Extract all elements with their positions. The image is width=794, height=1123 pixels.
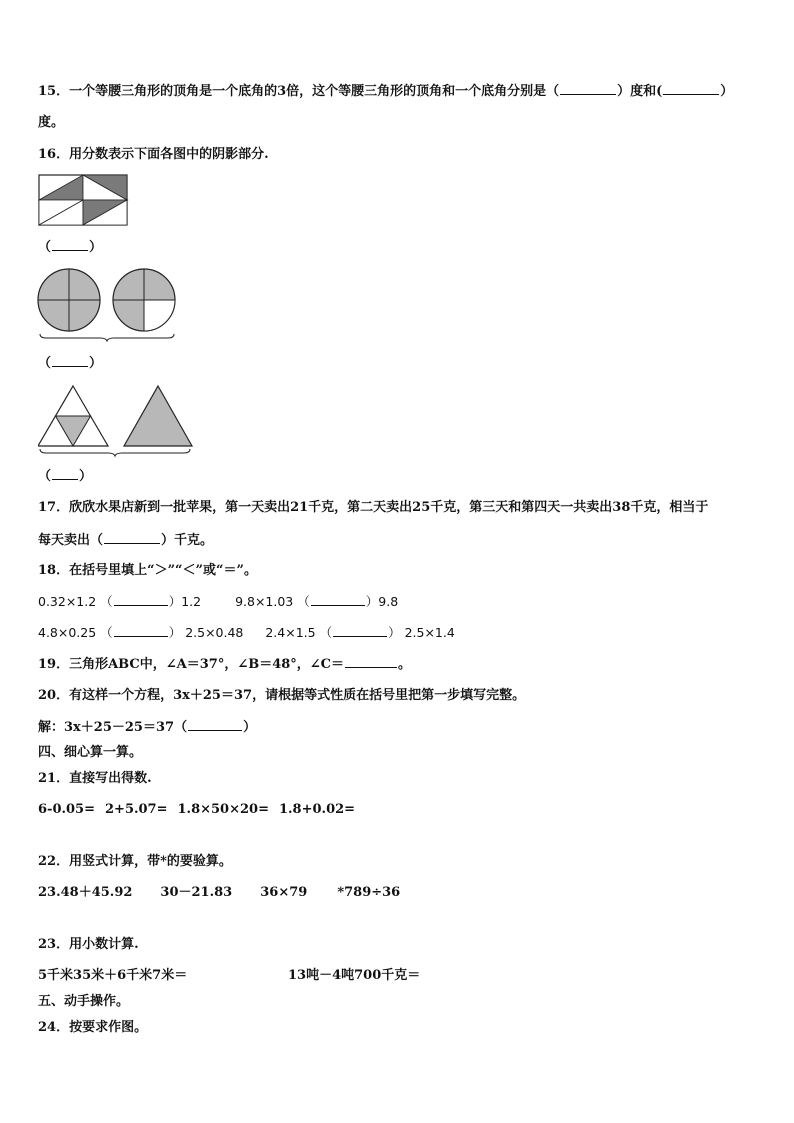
- q15-blank-1[interactable]: [560, 82, 616, 95]
- q16-blank-1[interactable]: [52, 238, 88, 251]
- triangle-subdivided: [38, 386, 108, 446]
- q20-question: 20．有这样一个方程，3x＋25＝37，请根据等式性质在括号里把第一步填写完整。: [38, 688, 526, 703]
- q16-answer-3-open: （: [38, 469, 52, 484]
- q15-blank-2[interactable]: [663, 82, 719, 95]
- q16-figure-circles: [36, 268, 178, 342]
- q22-items: [38, 884, 400, 902]
- q18-item-1-close: ）: [168, 594, 182, 609]
- circle-full-shaded: [38, 269, 100, 331]
- q23-title: 23．用小数计算.: [38, 937, 139, 952]
- q18-blank-1[interactable]: [114, 593, 168, 606]
- q21-title: 21．直接写出得数.: [38, 771, 152, 786]
- q20-solution: [38, 718, 256, 737]
- q17-line1: 17．欣欣水果店新到一批苹果，第一天卖出21千克，第二天卖出25千克，第三天和第四天一共卖出38千克，相当于: [38, 500, 709, 515]
- q20-solution-close: ）: [243, 720, 257, 735]
- q15-line2: 度。: [38, 115, 65, 130]
- q17-text-b: ）千克。: [161, 533, 214, 548]
- q18-item-2-left: 9.8×1.03: [235, 594, 294, 609]
- q16-answer-2-close: ）: [89, 356, 103, 371]
- q18-item-4-open: （: [319, 625, 333, 640]
- q15-text-c: ）: [720, 84, 734, 99]
- q22-item-4: *789÷36: [337, 885, 401, 900]
- q18-blank-2[interactable]: [311, 593, 365, 606]
- q16-answer-3: [38, 467, 92, 486]
- q22-item-2: 30－21.83: [160, 885, 233, 900]
- q18-item-3-close: ）: [168, 625, 182, 640]
- q18-blank-3[interactable]: [114, 624, 168, 637]
- q16-answer-3-close: ）: [79, 469, 93, 484]
- circle-three-quarter-shaded: [113, 269, 175, 331]
- q18-title: 18．在括号里填上“＞”“＜”或“＝”。: [38, 563, 257, 578]
- q17-line2: [38, 531, 213, 550]
- q18-item-2-close: ）: [365, 594, 379, 609]
- q18-item-4-close: ）: [388, 625, 401, 640]
- q23-item-1: 5千米35米＋6千米7米＝: [38, 968, 188, 983]
- q16-blank-2[interactable]: [52, 354, 88, 367]
- q18-item-3-right: 2.5×0.48: [185, 625, 244, 640]
- q15-text-a: 15．一个等腰三角形的顶角是一个底角的3倍，这个等腰三角形的顶角和一个底角分别是（: [38, 84, 560, 99]
- q16-blank-3[interactable]: [52, 467, 78, 480]
- q18-row-2: [38, 624, 455, 642]
- q20-blank[interactable]: [188, 718, 242, 731]
- q21-item-2: 2+5.07=: [105, 802, 168, 817]
- q18-item-4-right: 2.5×1.4: [404, 625, 455, 640]
- q18-item-2-open: （: [297, 594, 310, 609]
- section-4-heading: 四、细心算一算。: [38, 745, 143, 760]
- q20-solution-text: 解：3x＋25－25＝37（: [38, 720, 188, 735]
- section-5-heading: 五、动手操作。: [38, 994, 130, 1009]
- q16-title: 16．用分数表示下面各图中的阴影部分.: [38, 147, 269, 162]
- q16-figure-triangles: [38, 384, 196, 458]
- q15-text-b: ）度和(: [617, 84, 663, 99]
- q18-item-1-open: （: [100, 594, 113, 609]
- q16-answer-1: [38, 238, 102, 257]
- q21-item-4: 1.8+0.02=: [278, 802, 356, 817]
- q16-answer-2-open: （: [38, 356, 52, 371]
- triangle-full-shaded: [124, 386, 192, 446]
- q19-end: 。: [398, 657, 412, 672]
- q17-text-a: 每天卖出（: [38, 533, 104, 548]
- q18-item-3-open: （: [100, 625, 113, 640]
- q18-blank-4[interactable]: [333, 624, 387, 637]
- q22-item-3: 36×79: [260, 885, 308, 900]
- q22-title: 22．用竖式计算，带*的要验算。: [38, 854, 232, 869]
- q16-answer-1-close: ）: [89, 240, 103, 255]
- q18-item-4-left: 2.4×1.5: [265, 625, 316, 640]
- q21-items: [38, 801, 355, 819]
- q18-item-2-right: 9.8: [378, 594, 399, 609]
- q22-item-1: 23.48＋45.92: [38, 885, 133, 900]
- q19-blank[interactable]: [345, 655, 397, 668]
- q18-item-1-left: 0.32×1.2: [38, 594, 97, 609]
- q15-line1: [38, 82, 733, 101]
- q18-row-1: [38, 593, 398, 611]
- q18-item-1-right: 1.2: [181, 594, 202, 609]
- q17-blank[interactable]: [104, 531, 160, 544]
- q16-answer-1-open: （: [38, 240, 52, 255]
- q19-line: [38, 655, 411, 674]
- q18-item-3-left: 4.8×0.25: [38, 625, 97, 640]
- q16-answer-2: [38, 354, 102, 373]
- q19-text: 19．三角形ABC中，∠A＝37°，∠B＝48°，∠C＝: [38, 657, 345, 672]
- q21-item-3: 1.8×50×20=: [177, 802, 269, 817]
- q16-figure-rectangle: [38, 174, 130, 228]
- q21-item-1: 6-0.05=: [38, 802, 95, 817]
- q23-item-2: 13吨－4吨700千克＝: [288, 968, 421, 983]
- q24-title: 24．按要求作图。: [38, 1020, 148, 1035]
